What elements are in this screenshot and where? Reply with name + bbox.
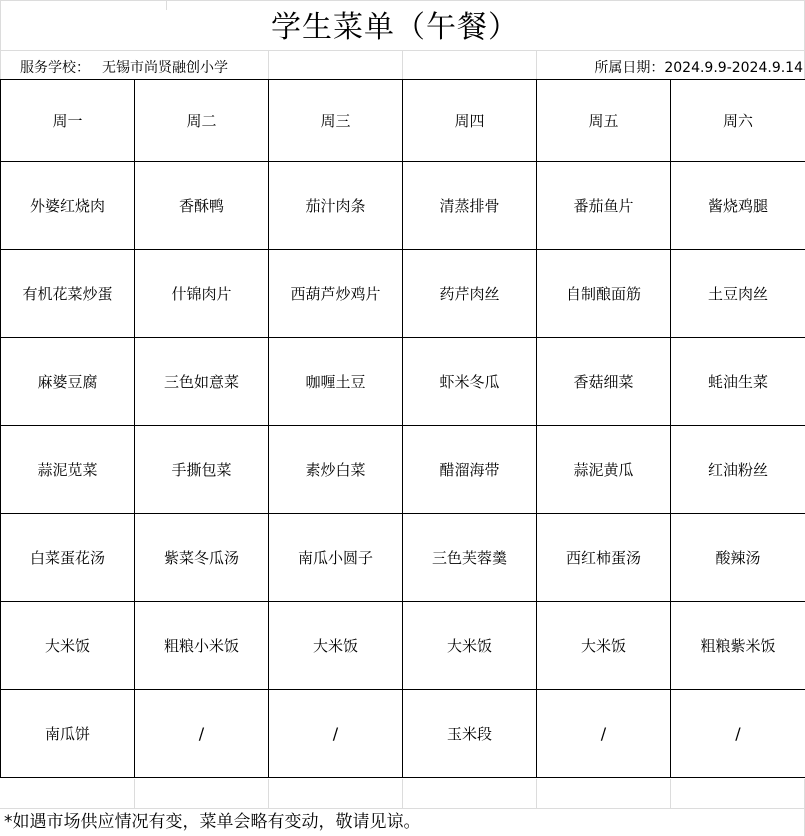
gridline (402, 50, 403, 79)
weekday-header: 周一 (1, 80, 135, 162)
service-school-name: 无锡市尚贤融创小学 (102, 60, 228, 76)
menu-period-range: 2024.9.9-2024.9.14 (664, 60, 803, 76)
dish-cell: 大米饭 (403, 602, 537, 690)
gridline (134, 779, 135, 809)
gridline (670, 779, 671, 809)
vegetable-row (1, 426, 805, 514)
dish-cell: / (537, 690, 671, 778)
dish-cell: 玉米段 (403, 690, 537, 778)
service-school-label: 服务学校： (20, 60, 90, 76)
dish-cell: 咖喱土豆 (269, 338, 403, 426)
dish-cell: / (671, 690, 805, 778)
menu-table (0, 79, 805, 778)
dish-cell: 素炒白菜 (269, 426, 403, 514)
staple-row (1, 602, 805, 690)
dish-cell: 茄汁肉条 (269, 162, 403, 250)
dish-cell: 手撕包菜 (135, 426, 269, 514)
dish-cell: 香菇细菜 (537, 338, 671, 426)
dish-cell: 什锦肉片 (135, 250, 269, 338)
weekday-header: 周四 (403, 80, 537, 162)
weekday-header: 周二 (135, 80, 269, 162)
dish-cell: 香酥鸭 (135, 162, 269, 250)
weekday-header: 周六 (671, 80, 805, 162)
gridline (268, 779, 269, 809)
dish-cell: 虾米冬瓜 (403, 338, 537, 426)
dish-cell: 土豆肉丝 (671, 250, 805, 338)
side-dish-row (1, 338, 805, 426)
dish-cell: 大米饭 (1, 602, 135, 690)
dish-cell: 药芹肉丝 (403, 250, 537, 338)
menu-period-label: 所属日期： (594, 60, 665, 76)
dish-cell: 粗粮紫米饭 (671, 602, 805, 690)
dish-cell: 大米饭 (537, 602, 671, 690)
dish-cell: 紫菜冬瓜汤 (135, 514, 269, 602)
dish-cell: 自制酿面筋 (537, 250, 671, 338)
soup-row (1, 514, 805, 602)
dish-cell: 外婆红烧肉 (1, 162, 135, 250)
dish-cell: 蒜泥黄瓜 (537, 426, 671, 514)
side-dish-row (1, 250, 805, 338)
dish-cell: 醋溜海带 (403, 426, 537, 514)
weekday-header: 周五 (537, 80, 671, 162)
dish-cell: 蚝油生菜 (671, 338, 805, 426)
dish-cell: 南瓜饼 (1, 690, 135, 778)
dish-cell: 有机花菜炒蛋 (1, 250, 135, 338)
gridline (536, 50, 537, 79)
dish-cell: 蒜泥苋菜 (1, 426, 135, 514)
dish-cell: 酸辣汤 (671, 514, 805, 602)
dish-cell: 酱烧鸡腿 (671, 162, 805, 250)
dish-cell: 西红柿蛋汤 (537, 514, 671, 602)
dish-cell: 番茄鱼片 (537, 162, 671, 250)
service-school (20, 57, 228, 79)
dish-cell: 清蒸排骨 (403, 162, 537, 250)
gridline (0, 0, 805, 1)
dish-cell: 三色如意菜 (135, 338, 269, 426)
dish-cell: 三色芙蓉羹 (403, 514, 537, 602)
dish-cell: 红油粉丝 (671, 426, 805, 514)
main-dish-row (1, 162, 805, 250)
menu-period (594, 57, 803, 79)
dish-cell: 麻婆豆腐 (1, 338, 135, 426)
page-title: 学生菜单（午餐） (271, 10, 519, 45)
dish-cell: / (135, 690, 269, 778)
dish-cell: 白菜蛋花汤 (1, 514, 135, 602)
dish-cell: 西葫芦炒鸡片 (269, 250, 403, 338)
snack-row (1, 690, 805, 778)
gridline (536, 779, 537, 809)
dish-cell: / (269, 690, 403, 778)
footnote: *如遇市场供应情况有变，菜单会略有变动，敬请见谅。 (4, 812, 421, 832)
dish-cell: 大米饭 (269, 602, 403, 690)
weekday-header-row (1, 80, 805, 162)
weekday-header: 周三 (269, 80, 403, 162)
gridline (402, 779, 403, 809)
dish-cell: 南瓜小圆子 (269, 514, 403, 602)
dish-cell: 粗粮小米饭 (135, 602, 269, 690)
gridline (268, 50, 269, 79)
